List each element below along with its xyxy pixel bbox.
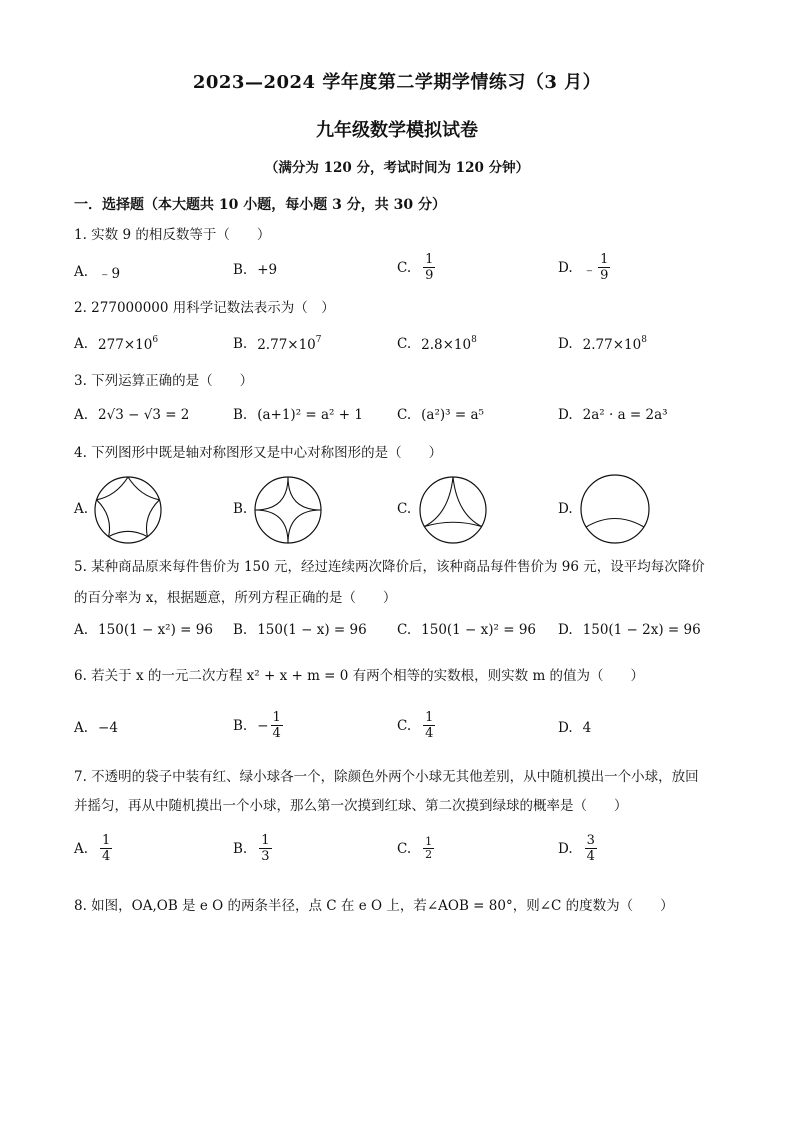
option-label: C. (397, 717, 412, 734)
option-value: 150(1 − 2x) = 96 (582, 622, 701, 638)
option-label: B. (233, 717, 248, 734)
fraction (271, 710, 283, 741)
q7-option-a (74, 833, 114, 864)
option-exponent: 8 (641, 335, 647, 345)
q6-option-d (558, 720, 591, 736)
option-value: +9 (257, 262, 278, 278)
exam-subtitle: 九年级数学模拟试卷 (316, 120, 478, 141)
question-7-line-2: 并摇匀，再从中随机摸出一个小球，那么第一次摸到红球、第二次摸到绿球的概率是（ ） (74, 798, 628, 814)
inward-arc (586, 519, 644, 528)
option-label: B. (233, 262, 248, 278)
option-label: D. (558, 259, 573, 276)
q4-figure-a (92, 474, 164, 546)
q5-option-d (558, 622, 701, 638)
option-label: C. (397, 336, 412, 352)
numerator: 1 (102, 833, 111, 848)
q6-option-b (233, 710, 285, 741)
denominator: 9 (600, 268, 609, 283)
option-label: D. (558, 622, 573, 638)
q4-figure-c (417, 474, 489, 546)
option-value: (a+1)² = a² + 1 (257, 407, 363, 423)
denominator: 4 (102, 849, 111, 864)
exam-title: 2023—2024 学年度第二学期学情练习（3 月） (192, 72, 602, 93)
q3-option-c (397, 407, 484, 423)
q3-option-d (558, 407, 668, 423)
question-5-line-2: 的百分率为 x，根据题意，所列方程正确的是（ ） (74, 590, 397, 606)
question-4: 4. 下列图形中既是轴对称图形又是中心对称图形的是（ ） (74, 445, 443, 461)
numerator: 1 (425, 710, 434, 725)
option-label: B. (233, 407, 248, 423)
option-base: 2.8×10 (421, 337, 472, 353)
option-label: C. (397, 840, 412, 857)
option-exponent: 6 (152, 335, 159, 345)
fraction (423, 710, 435, 741)
question-7-line-1: 7. 不透明的袋子中装有红、绿小球各一个，除颜色外两个小球无其他差别，从中随机摸出一个小球，放回 (74, 769, 699, 785)
fraction (423, 252, 435, 283)
option-label: A. (74, 720, 89, 736)
option-label: A. (74, 336, 89, 352)
numerator: 1 (272, 710, 281, 725)
q4-option-b-label: B. (233, 501, 248, 517)
numerator: 1 (425, 252, 434, 267)
option-label: C. (397, 259, 412, 276)
denominator: 2 (425, 848, 433, 861)
option-label: D. (558, 720, 573, 736)
option-value: ﹣9 (98, 266, 121, 282)
option-value: 150(1 − x²) = 96 (98, 622, 213, 638)
option-label: A. (74, 264, 89, 280)
denominator: 3 (261, 849, 270, 864)
q2-option-a (74, 335, 158, 353)
question-2: 2. 277000000 用科学记数法表示为（ ） (74, 300, 335, 316)
q4-option-c-label: C. (397, 501, 412, 517)
option-label: D. (558, 840, 573, 857)
fraction (585, 833, 597, 864)
option-value: 150(1 − x) = 96 (257, 622, 367, 638)
option-exponent: 7 (315, 335, 322, 345)
option-label: B. (233, 622, 248, 638)
option-base: 277×10 (98, 337, 153, 353)
denominator: 4 (586, 849, 595, 864)
fraction (598, 252, 610, 283)
option-label: D. (558, 336, 573, 352)
option-label: C. (397, 407, 412, 423)
q3-option-a (74, 407, 189, 423)
option-base: 2.77×10 (257, 337, 316, 353)
q2-option-c (397, 335, 477, 353)
q2-option-d (558, 335, 647, 353)
q2-option-b (233, 335, 322, 353)
option-label: B. (233, 840, 248, 857)
option-label: A. (74, 622, 89, 638)
q4-option-d-label: D. (558, 501, 573, 517)
option-label: A. (74, 840, 89, 857)
denominator: 4 (425, 726, 434, 741)
q7-option-c (397, 836, 436, 861)
q6-option-c (397, 710, 437, 741)
numerator: 1 (425, 835, 433, 848)
option-label: B. (233, 336, 248, 352)
question-5-line-1: 5. 某种商品原来每件售价为 150 元，经过连续两次降价后，该种商品每件售价为 96 元，设平均每次降价 (74, 559, 705, 575)
option-value: 4 (582, 720, 592, 736)
q5-option-c (397, 622, 536, 638)
q4-figure-b (252, 474, 324, 546)
question-1: 1. 实数 9 的相反数等于（ ） (74, 227, 271, 243)
option-value: 2√3 − √3 = 2 (98, 407, 190, 423)
sign: ﹣ (582, 261, 597, 278)
question-6: 6. 若关于 x 的一元二次方程 x² + x + m = 0 有两个相等的实数根，则实数 m 的值为（ ） (74, 668, 645, 684)
option-value: (a²)³ = a⁵ (421, 407, 484, 423)
numerator: 1 (261, 833, 270, 848)
q4-figure-d (578, 472, 652, 546)
option-value: −4 (98, 720, 118, 736)
option-base: 2.77×10 (582, 337, 642, 353)
q4-option-a-label: A. (74, 501, 89, 517)
question-3: 3. 下列运算正确的是（ ） (74, 373, 254, 389)
q1-option-d (558, 252, 612, 283)
q7-option-b (233, 833, 274, 864)
q5-option-a (74, 622, 213, 638)
option-exponent: 8 (471, 335, 477, 345)
q1-option-b (233, 262, 277, 278)
option-value: 150(1 − x)² = 96 (421, 622, 537, 638)
option-value: 2a² · a = 2a³ (582, 407, 668, 423)
q6-option-a (74, 720, 118, 736)
option-label: A. (74, 407, 89, 423)
q7-option-d (558, 833, 599, 864)
sign: − (257, 717, 269, 734)
numerator: 1 (600, 252, 609, 267)
q1-option-c (397, 252, 437, 283)
denominator: 4 (272, 726, 281, 741)
question-8: 8. 如图，OA,OB 是 e O 的两条半径，点 C 在 e O 上，若∠AOB = 80°，则∠C 的度数为（ ） (74, 898, 674, 914)
option-label: D. (558, 407, 573, 423)
exam-note: （满分为 120 分，考试时间为 120 分钟） (264, 160, 530, 176)
section-heading: 一．选择题（本大题共 10 小题，每小题 3 分，共 30 分） (74, 197, 446, 213)
fraction (423, 836, 434, 861)
option-label: C. (397, 622, 412, 638)
q3-option-b (233, 407, 363, 423)
numerator: 3 (586, 833, 595, 848)
denominator: 9 (425, 268, 434, 283)
fraction (100, 833, 112, 864)
q1-option-a (74, 262, 120, 282)
fraction (259, 833, 271, 864)
q5-option-b (233, 622, 367, 638)
